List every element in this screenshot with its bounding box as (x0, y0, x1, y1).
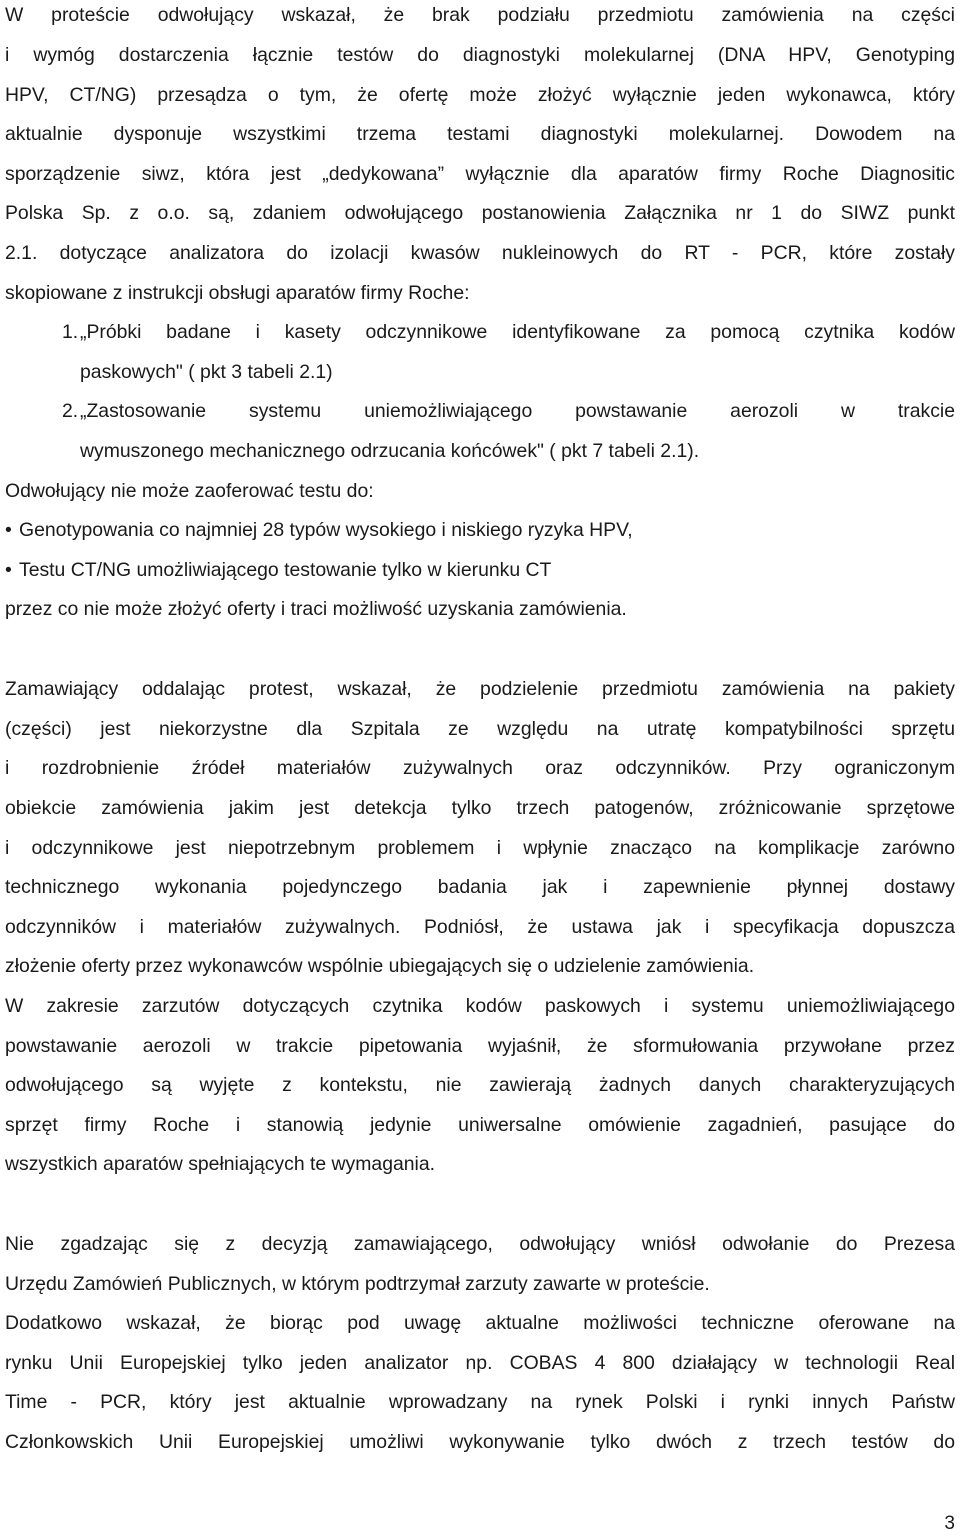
text-line: i rozdrobnienie źródeł materiałów zużywalnych oraz odczynników. Przy ograniczonym (5, 757, 955, 779)
list-number: 1. (62, 321, 79, 343)
text-line: przez co nie może złożyć oferty i traci możliwość uzyskania zamówienia. (5, 598, 627, 620)
text-line: i wymóg dostarczenia łącznie testów do diagnostyki molekularnej (DNA HPV, Genotyping (5, 44, 955, 66)
page-number: 3 (944, 1513, 955, 1534)
text-line: 2.1. dotyczące analizatora do izolacji kwasów nukleinowych do RT - PCR, które zostały (5, 242, 955, 264)
bullet-text: Testu CT/NG umożliwiającego testowanie tylko w kierunku CT (19, 559, 552, 581)
text-line: (części) jest niekorzystne dla Szpitala ze względu na utratę kompatybilności sprzętu (5, 718, 955, 740)
text-line: skopiowane z instrukcji obsługi aparatów firmy Roche: (5, 282, 470, 304)
text-line: odczynników i materiałów zużywalnych. Podniósł, że ustawa jak i specyfikacja dopuszcza (5, 916, 955, 938)
text-line: sprzęt firmy Roche i stanowią jedynie uniwersalne omówienie zagadnień, pasujące do (5, 1114, 955, 1136)
text-line: Odwołujący nie może zaoferować testu do: (5, 480, 374, 502)
text-line: odwołującego są wyjęte z kontekstu, nie zawierają żadnych danych charakteryzujących (5, 1074, 955, 1096)
text-line: Nie zgadzając się z decyzją zamawiającego, odwołujący wniósł odwołanie do Prezesa (5, 1233, 955, 1255)
text-line: wymuszonego mechanicznego odrzucania końcówek" ( pkt 7 tabeli 2.1). (80, 440, 700, 462)
text-line: powstawanie aerozoli w trakcie pipetowania wyjaśnił, że sformułowania przywołane przez (5, 1035, 955, 1057)
text-line: Polska Sp. z o.o. są, zdaniem odwołującego postanowienia Załącznika nr 1 do SIWZ punkt (5, 202, 955, 224)
list-number: 2. (62, 400, 79, 422)
text-line: i odczynnikowe jest niepotrzebnym problemem i wpłynie znacząco na komplikacje zarówno (5, 837, 955, 859)
text-line: wszystkich aparatów spełniających te wymagania. (5, 1153, 436, 1175)
text-line: aktualnie dysponuje wszystkimi trzema testami diagnostyki molekularnej. Dowodem na (5, 123, 955, 145)
text-line: „Próbki badane i kasety odczynnikowe identyfikowane za pomocą czytnika kodów (80, 321, 955, 343)
text-line: paskowych" ( pkt 3 tabeli 2.1) (80, 361, 333, 383)
text-line: Urzędu Zamówień Publicznych, w którym podtrzymał zarzuty zawarte w proteście. (5, 1273, 710, 1295)
text-line: „Zastosowanie systemu uniemożliwiającego powstawanie aerozoli w trakcie (80, 400, 955, 422)
bullet-item (5, 518, 955, 542)
text-line: sporządzenie siwz, która jest „dedykowana” wyłącznie dla aparatów firmy Roche Diagnositic (5, 163, 955, 185)
text-line: technicznego wykonania pojedynczego badania jak i zapewnienie płynnej dostawy (5, 876, 955, 898)
bullet-item (5, 558, 955, 582)
text-line: HPV, CT/NG) przesądza o tym, że ofertę może złożyć wyłącznie jeden wykonawca, który (5, 84, 955, 106)
text-line: W proteście odwołujący wskazał, że brak podziału przedmiotu zamówienia na części (5, 4, 955, 26)
bullet-icon: • (5, 519, 12, 541)
text-line: obiekcie zamówienia jakim jest detekcja tylko trzech patogenów, zróżnicowanie sprzętowe (5, 797, 955, 819)
text-line: W zakresie zarzutów dotyczących czytnika kodów paskowych i systemu uniemożliwiającego (5, 995, 955, 1017)
bullet-icon: • (5, 559, 12, 581)
text-line: Zamawiający oddalając protest, wskazał, że podzielenie przedmiotu zamówienia na pakiety (5, 678, 955, 700)
text-line: rynku Unii Europejskiej tylko jeden analizator np. COBAS 4 800 działający w technologii Real (5, 1352, 955, 1374)
bullet-text: Genotypowania co najmniej 28 typów wysokiego i niskiego ryzyka HPV, (19, 519, 633, 541)
text-line: Time - PCR, który jest aktualnie wprowadzany na rynek Polski i rynki innych Państw (5, 1391, 955, 1413)
text-line: złożenie oferty przez wykonawców wspólnie ubiegających się o udzielenie zamówienia. (5, 955, 755, 977)
text-line: Dodatkowo wskazał, że biorąc pod uwagę aktualne możliwości techniczne oferowane na (5, 1312, 955, 1334)
text-line: Członkowskich Unii Europejskiej umożliwi wykonywanie tylko dwóch z trzech testów do (5, 1431, 955, 1453)
